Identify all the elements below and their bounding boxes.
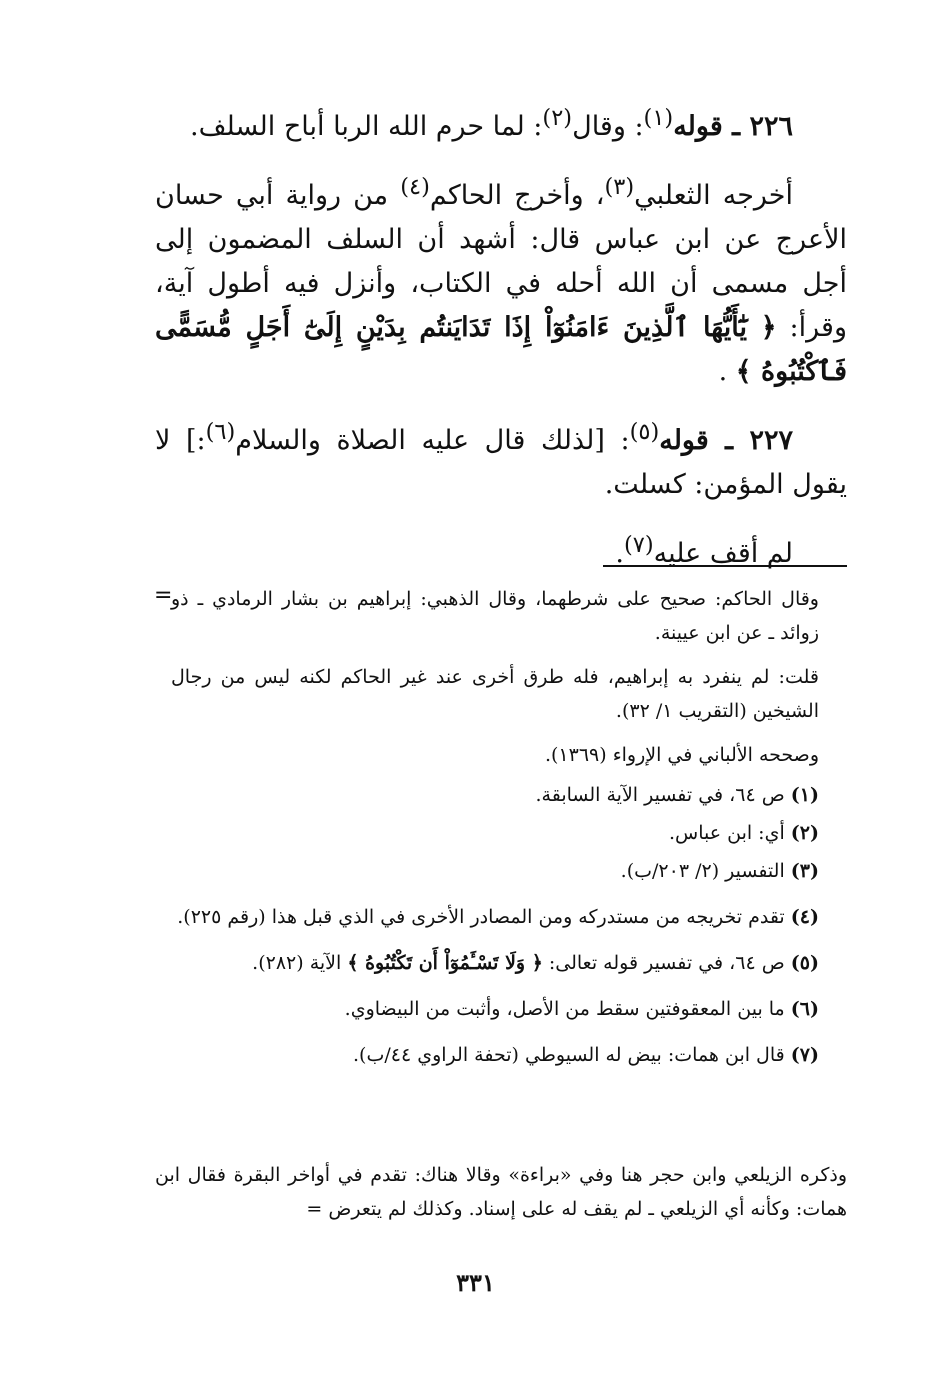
footnote-continuation: قلت: لم ينفرد به إبراهيم، فله طرق أخرى عند غير الحاكم لكنه ليس من رجال الشيخين (التقريب ١/ ٣٢). xyxy=(171,666,819,722)
footnote-ref: (٦) xyxy=(205,419,236,445)
footnote-ref: (٤) xyxy=(400,174,430,200)
footnote-ref: (٣) xyxy=(604,174,635,200)
footnote-ref: (٧) xyxy=(623,532,654,558)
footnote-list xyxy=(171,778,819,1072)
footnote-2: (٢) أي: ابن عباس. xyxy=(668,822,819,844)
main-text xyxy=(155,96,847,582)
footnote-7-continuation: وذكره الزيلعي وابن حجر هنا وفي «براءة» وقالا هناك: تقدم في أواخر البقرة فقال ابن همات: وكأنه أي الزيلعي ـ لم يقف له على إسناد. وكذلك لم يتعرض = xyxy=(155,1164,847,1220)
footnote-3: (٣) التفسير (٢/ ٢٠٣/ب). xyxy=(620,860,819,882)
footnote-5: (٥) ص ٦٤، في تفسير قوله تعالى: ﴿ وَلَا تَسْـَٔمُوٓاْ أَن تَكْتُبُوهُ ﴾ الآية (٢٨٢). xyxy=(252,952,819,974)
page-number: ٣٣١ xyxy=(456,1268,495,1297)
footnote-ref: (٥) xyxy=(629,419,660,445)
entry-number: ٢٢٦ ـ قوله xyxy=(673,111,793,142)
entry-227: ٢٢٧ ـ قوله$^{(٥)}$: [لذلك قال عليه الصلاة والسلام$^{(٦)}$:] لا يقول المؤمن: كسلت. xyxy=(155,419,847,500)
quran-verse: ﴿ يَٰٓأَيُّهَا ٱلَّذِينَ ءَامَنُوٓاْ إِذَا تَدَايَنتُم بِدَيْنٍ إِلَىٰٓ أَجَلٍ مُّسَمًّى فَٱكْتُبُوهُ ﴾ xyxy=(155,312,847,387)
footnote-4: (٤) تقدم تخريجه من مستدركه ومن المصادر الأخرى في الذي قبل هذا (رقم ٢٢٥). xyxy=(177,906,819,928)
footnote-ref: (٢) xyxy=(542,105,573,131)
footnote-continuation: وصححه الألباني في الإرواء (١٣٦٩). xyxy=(544,744,819,766)
entry-226-commentary: أخرجه الثعلبي$^{(٣)}$، وأخرج الحاكم$^{(٤)}$ من رواية أبي حسان الأعرج عن ابن عباس قال: أشهد أن السلف المضمون إلى أجل مسمى أن الله أحله في الكتاب، وأنزل فيه أطول آية، وقرأ: ﴿ يَٰٓأَيُّهَا ٱلَّذِينَ ءَامَنُوٓاْ إِذَا تَدَايَنتُم بِدَيْنٍ إِلَىٰٓ أَجَلٍ مُّسَمًّى فَٱكْتُبُوهُ ﴾ . xyxy=(155,174,847,387)
footnote-7: (٧) قال ابن همات: بيض له السيوطي (تحفة الراوي ٤٤/ب). xyxy=(353,1044,819,1066)
footnote-6: (٦) ما بين المعقوفتين سقط من الأصل، وأثبت من البيضاوي. xyxy=(344,998,819,1020)
quran-verse: ﴿ وَلَا تَسْـَٔمُوٓاْ أَن تَكْتُبُوهُ ﴾ xyxy=(347,952,543,974)
footnote-continuation: وقال الحاكم: صحيح على شرطهما، وقال الذهبي: إبراهيم بن بشار الرمادي ـ ذو زوائد ـ عن ابن عيينة. xyxy=(171,588,819,644)
entry-227-commentary: لم أقف عليه$^{(٧)}$. xyxy=(615,532,793,569)
footnote-ref: (١) xyxy=(643,105,674,131)
continuation-mark: = xyxy=(306,1198,323,1220)
continuation-mark: = xyxy=(154,583,173,608)
footnotes xyxy=(171,582,819,1076)
footnote-separator xyxy=(603,565,847,567)
entry-226: ٢٢٦ ـ قوله$^{(١)}$: وقال$^{(٢)}$: لما حرم الله الربا أباح السلف. xyxy=(189,105,793,142)
entry-number: ٢٢٧ ـ قوله xyxy=(659,425,793,456)
footnote-1: (١) ص ٦٤، في تفسير الآية السابقة. xyxy=(535,784,819,806)
